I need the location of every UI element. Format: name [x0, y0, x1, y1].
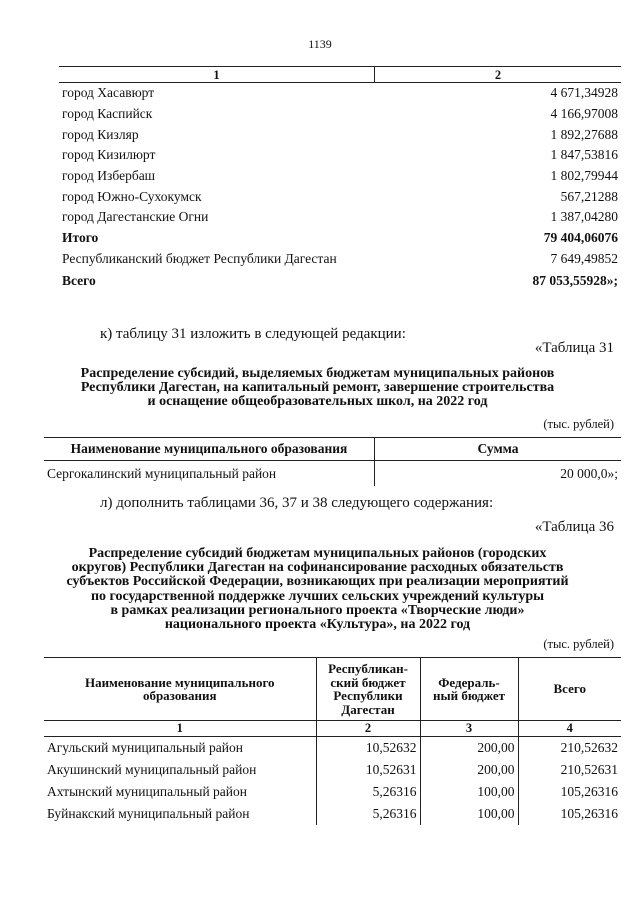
federal-budget-value: 100,00 [420, 781, 518, 803]
table-row [59, 145, 621, 166]
municipality-name: Сергокалинский муниципальный район [44, 461, 375, 487]
title-line: в рамках реализации регионального проекта «Творческие люди» [110, 602, 525, 618]
table-row [44, 759, 621, 781]
municipality-name: город Южно-Сухокумск [62, 188, 202, 204]
republic-budget-value: 5,26316 [316, 803, 420, 825]
amount-value: 4 671,34928 [550, 85, 618, 101]
municipality-name: город Избербаш [62, 168, 156, 184]
table-row [44, 781, 621, 803]
table-row [59, 104, 621, 125]
grand-total-value: 87 053,55928»; [532, 273, 618, 289]
title-line: Распределение субсидий, выделяемых бюджетам муниципальных районов [80, 366, 555, 381]
republic-budget-row [59, 249, 621, 270]
column-number: 1 [44, 721, 316, 737]
table31-title [60, 367, 575, 410]
amount-value: 1 847,53816 [550, 147, 618, 163]
municipality-name: Буйнакский муниципальный район [44, 803, 316, 825]
table36-units: (тыс. рублей) [543, 637, 614, 651]
column-header-name: Наименование муниципального образования [44, 658, 316, 721]
amount-value: 1 802,79944 [550, 168, 618, 184]
table-row [44, 737, 621, 760]
municipality-name: город Хасавюрт [62, 85, 155, 101]
table36 [44, 657, 621, 825]
total-value: 79 404,06076 [543, 230, 618, 246]
paragraph-l: л) дополнить таблицами 36, 37 и 38 следующего содержания: [100, 495, 494, 511]
republic-budget-value: 7 649,49852 [550, 250, 618, 266]
total-value: 210,52632 [560, 740, 618, 755]
table-row [59, 207, 621, 228]
column-number: 2 [316, 721, 420, 737]
federal-budget-value: 200,00 [420, 737, 518, 760]
municipality-name: город Дагестанские Огни [62, 209, 209, 225]
table31 [44, 437, 621, 486]
column-number-row [44, 721, 621, 737]
title-line: Распределение субсидий бюджетам муниципальных районов (городских [88, 546, 547, 561]
table-row [59, 186, 621, 207]
municipality-name: Акушинский муниципальный район [44, 759, 316, 781]
column-header: Наименование муниципального образования [44, 438, 375, 461]
table-row [59, 166, 621, 187]
title-line: Республики Дагестан, на капитальный ремонт, завершение строительства [80, 380, 555, 396]
total-value: 105,26316 [560, 784, 618, 799]
table-row [59, 83, 621, 104]
table-row [44, 803, 621, 825]
table31-units: (тыс. рублей) [543, 417, 614, 431]
amount-value: 567,21288 [560, 188, 618, 204]
continuation-table [59, 66, 621, 295]
paragraph-k: к) таблицу 31 изложить в следующей редакции: [100, 326, 406, 342]
column-header-republic-budget: Республикан- ский бюджет Республики Дагестан [316, 658, 420, 721]
amount-value: 4 166,97008 [550, 106, 618, 122]
column-header: Сумма [375, 438, 622, 461]
republic-budget-value: 5,26316 [316, 781, 420, 803]
republic-budget-value: 10,52632 [316, 737, 420, 760]
column-header: 1 [59, 67, 375, 83]
page-number: 1139 [308, 37, 332, 51]
column-number: 4 [518, 721, 621, 737]
table-header-row [59, 67, 621, 83]
municipality-name: Агульский муниципальный район [44, 737, 316, 760]
column-header-total: Всего [518, 658, 621, 721]
title-line: субъектов Российской Федерации, возникающих при реализации мероприятий [66, 574, 569, 590]
column-number: 3 [420, 721, 518, 737]
table-header-row [44, 658, 621, 721]
title-line: по государственной поддержке лучших сельских учреждений культуры [90, 588, 545, 604]
table-row [44, 461, 621, 487]
column-header: 2 [375, 67, 622, 83]
title-line: округов) Республики Дагестан на софинансирование расходных обязательств [71, 560, 564, 576]
republic-budget-value: 10,52631 [316, 759, 420, 781]
municipality-name: Ахтынский муниципальный район [44, 781, 316, 803]
column-header-federal-budget: Федераль- ный бюджет [420, 658, 518, 721]
grand-total-row [59, 269, 621, 295]
title-line: национального проекта «Культура», на 2022 год [164, 617, 471, 633]
municipality-name: город Каспийск [62, 106, 153, 122]
table36-label: «Таблица 36 [534, 519, 614, 535]
grand-total-label: Всего [62, 273, 96, 289]
total-value: 210,52631 [560, 762, 618, 777]
total-row [59, 228, 621, 249]
table-header-row [44, 438, 621, 461]
amount-value: 20 000,0»; [560, 465, 618, 481]
total-label: Итого [62, 230, 99, 246]
amount-value: 1 892,27688 [550, 126, 618, 142]
federal-budget-value: 200,00 [420, 759, 518, 781]
republic-budget-label: Республиканский бюджет Республики Дагестан [62, 250, 337, 266]
title-line: и оснащение общеобразовательных школ, на 2022 год [147, 394, 488, 410]
municipality-name: город Кизляр [62, 126, 139, 142]
total-value: 105,26316 [560, 806, 618, 821]
federal-budget-value: 100,00 [420, 803, 518, 825]
amount-value: 1 387,04280 [550, 209, 618, 225]
table-row [59, 124, 621, 145]
table31-label: «Таблица 31 [534, 340, 614, 356]
table36-title [60, 547, 575, 632]
municipality-name: город Кизилюрт [62, 147, 156, 163]
